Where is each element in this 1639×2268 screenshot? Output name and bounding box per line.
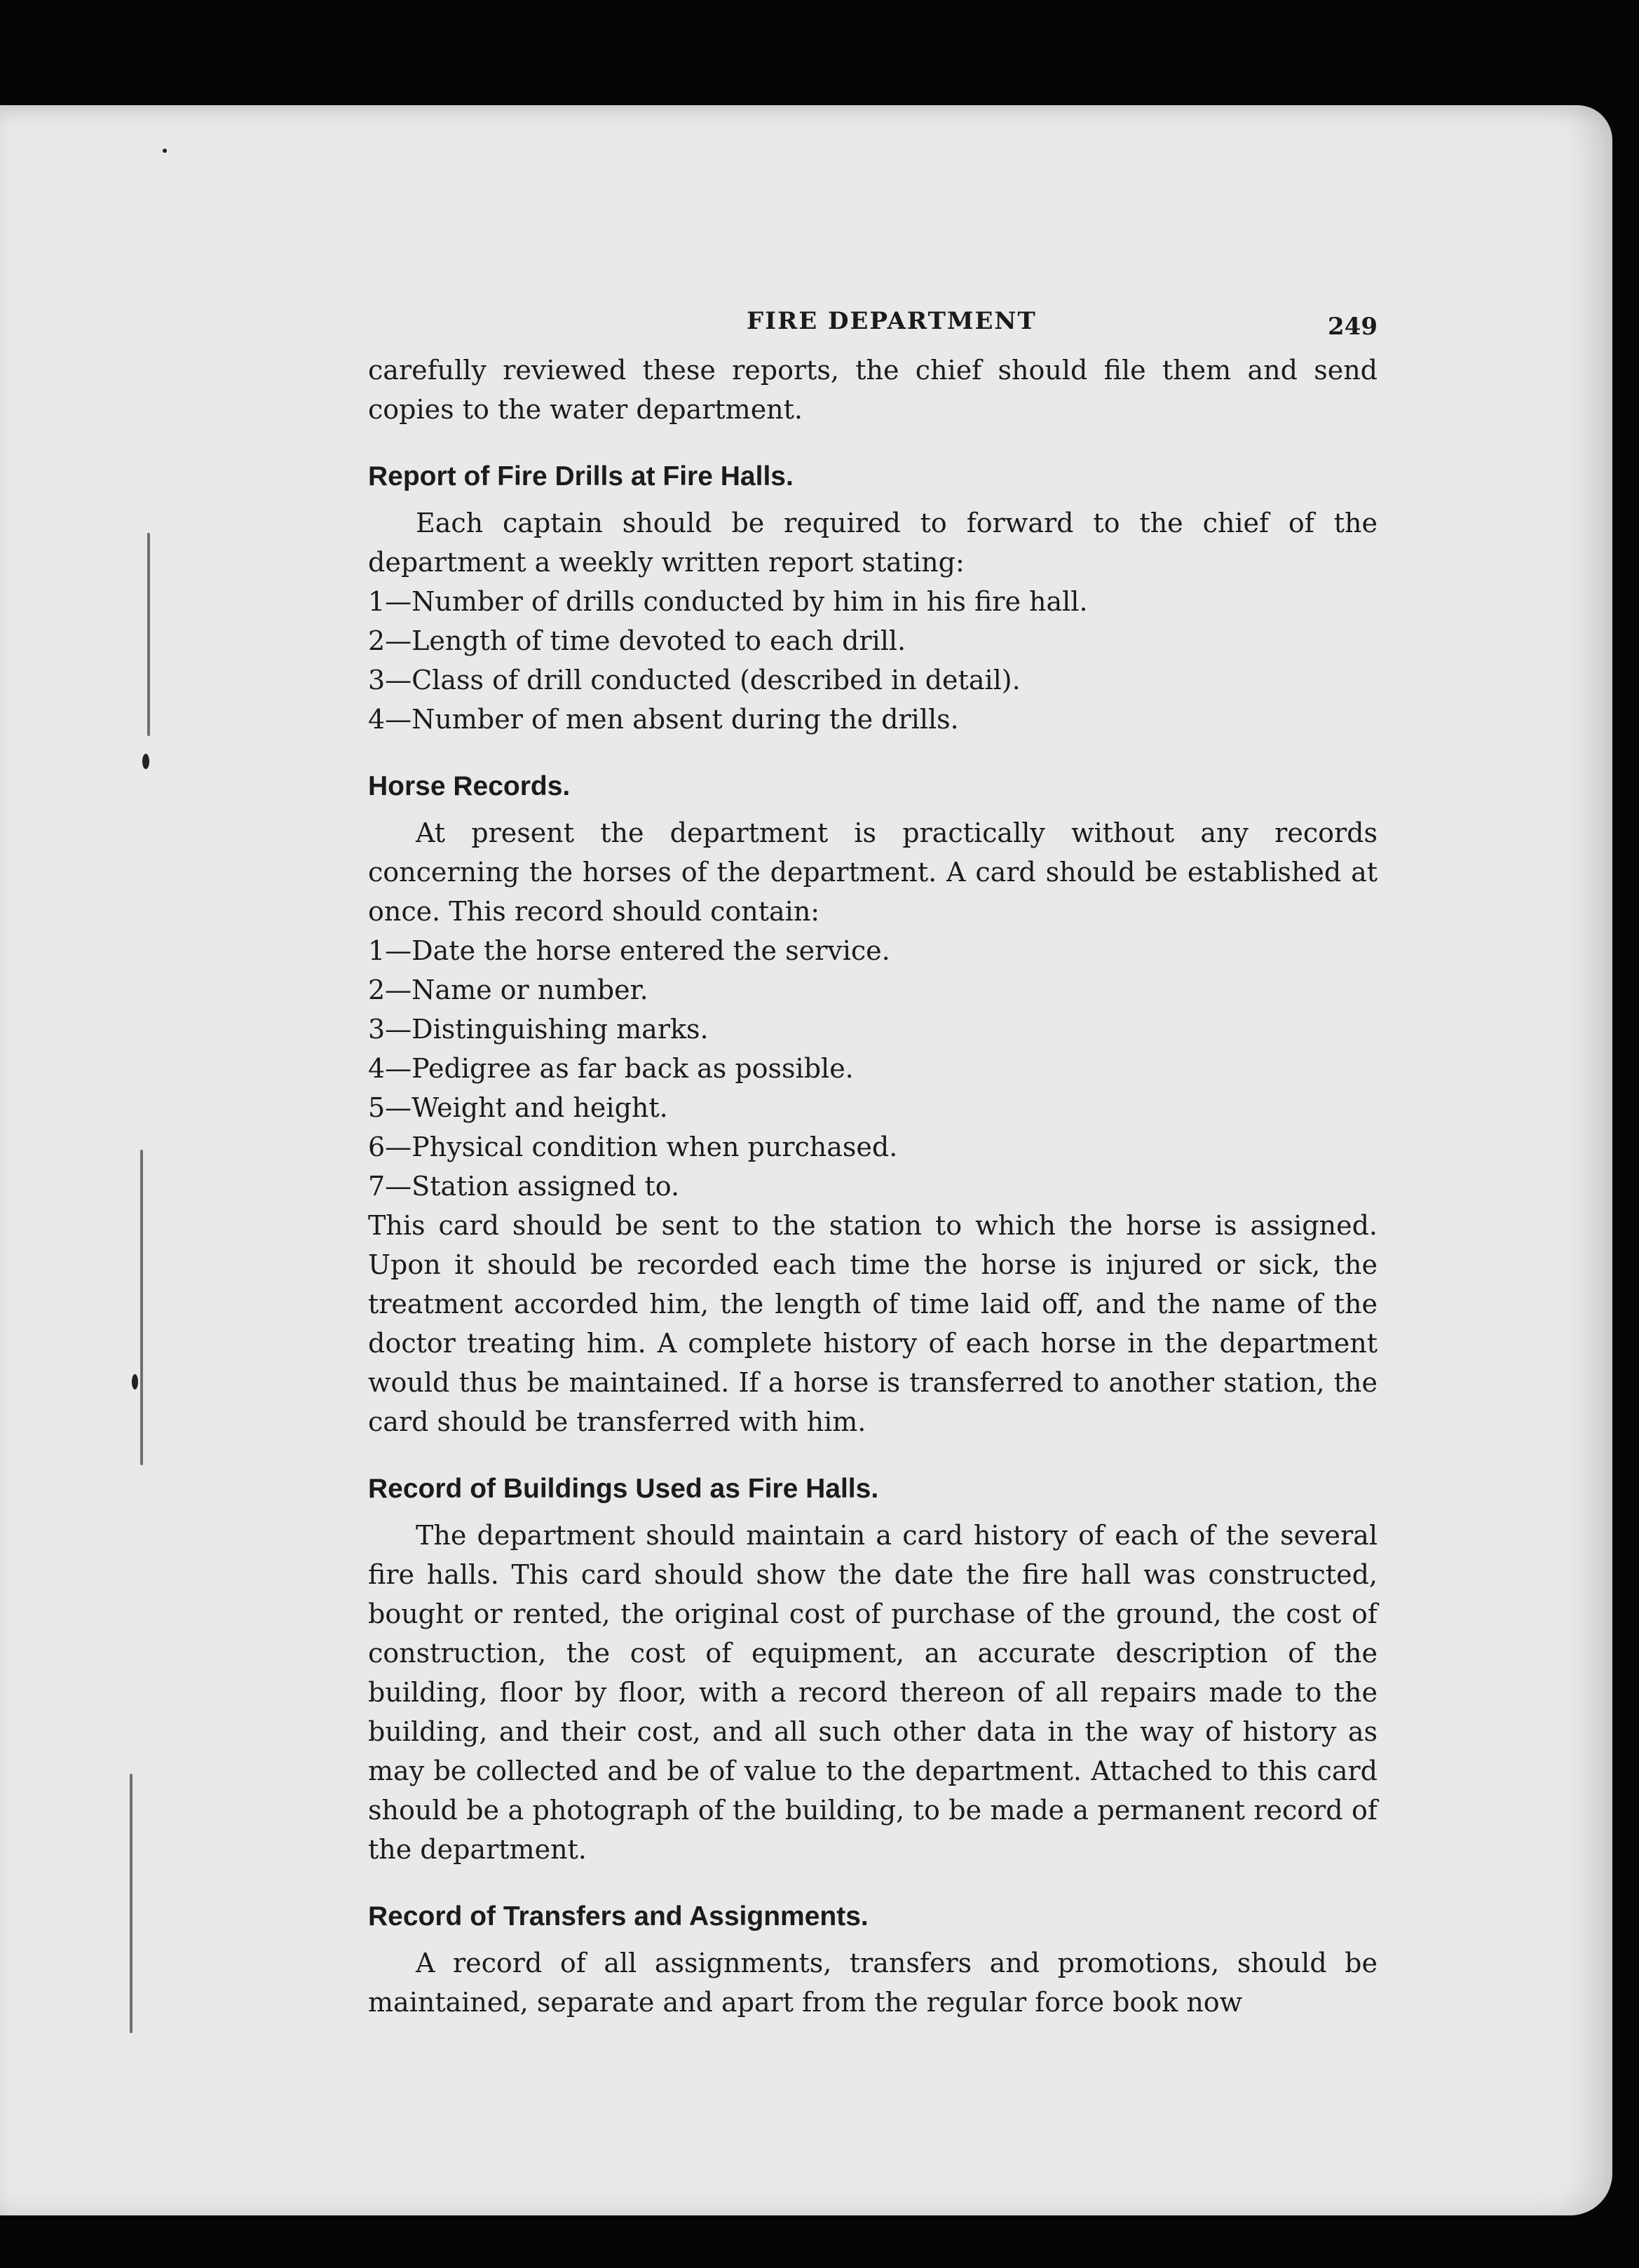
horse-records-closing: This card should be sent to the station to which the horse is assigned. Upon it should be recorded each time the horse is injured or sick, the treatment accorded him, the length of time laid off, and the name of the doctor treating him. A complete history of each horse in the department would thus be maintained. If a horse is transferred to another station, the card should be transferred with him.	[368, 1210, 1378, 1437]
list-item: 1—Date the horse entered the service.	[368, 935, 890, 966]
page-number: 249	[1328, 313, 1378, 341]
section-heading-buildings: Record of Buildings Used as Fire Halls.	[368, 1474, 879, 1504]
horse-records-intro: At present the department is practically without any records concerning the horses of the department. A card should be established at once. This record should contain:	[368, 817, 1378, 927]
section-heading-horse-records: Horse Records.	[368, 771, 571, 801]
page-text	[368, 301, 1378, 2022]
binding-mark	[130, 1774, 132, 2033]
buildings-paragraph: The department should maintain a card history of each of the several fire halls. This card should show the date the fire hall was constructed, bought or rented, the original cost of purchase of the ground, the cost of construction, the cost of equipment, an accurate description of the building, floor by floor, with a record thereon of all repairs made to the building, and their cost, and all such other data in the way of history as may be collected and be of value to the department. Attached to this card should be a photograph of the building, to be made a permanent record of the department.	[368, 1520, 1378, 1865]
list-item: 6—Physical condition when purchased.	[368, 1132, 898, 1162]
binding-mark	[140, 1150, 143, 1465]
section-heading-fire-drills: Report of Fire Drills at Fire Halls.	[368, 461, 794, 491]
transfers-paragraph: A record of all assignments, transfers and promotions, should be maintained, separate and apart from the regular force book now	[368, 1948, 1378, 2018]
list-item: 3—Class of drill conducted (described in detail).	[368, 665, 1021, 695]
running-head	[368, 301, 1378, 351]
section-heading-transfers: Record of Transfers and Assignments.	[368, 1901, 869, 1931]
list-item: 5—Weight and height.	[368, 1092, 668, 1123]
list-item: 2—Name or number.	[368, 975, 648, 1005]
continued-paragraph: carefully reviewed these reports, the chief should file them and send copies to the water department.	[368, 355, 1378, 425]
fire-drills-intro: Each captain should be required to forward to the chief of the department a weekly written report stating:	[368, 508, 1378, 578]
list-item: 7—Station assigned to.	[368, 1171, 680, 1202]
fire-drills-list	[368, 582, 1378, 739]
horse-records-list	[368, 931, 1378, 1206]
list-item: 2—Length of time devoted to each drill.	[368, 625, 906, 656]
dust-speck	[132, 1374, 138, 1390]
list-item: 1—Number of drills conducted by him in his fire hall.	[368, 586, 1088, 617]
list-item: 4—Pedigree as far back as possible.	[368, 1053, 854, 1084]
list-item: 4—Number of men absent during the drills.	[368, 704, 959, 735]
binding-mark	[147, 533, 150, 736]
running-head-title: FIRE DEPARTMENT	[747, 307, 1037, 335]
list-item: 3—Distinguishing marks.	[368, 1014, 709, 1045]
dust-speck	[142, 754, 149, 769]
dust-speck	[163, 149, 167, 153]
